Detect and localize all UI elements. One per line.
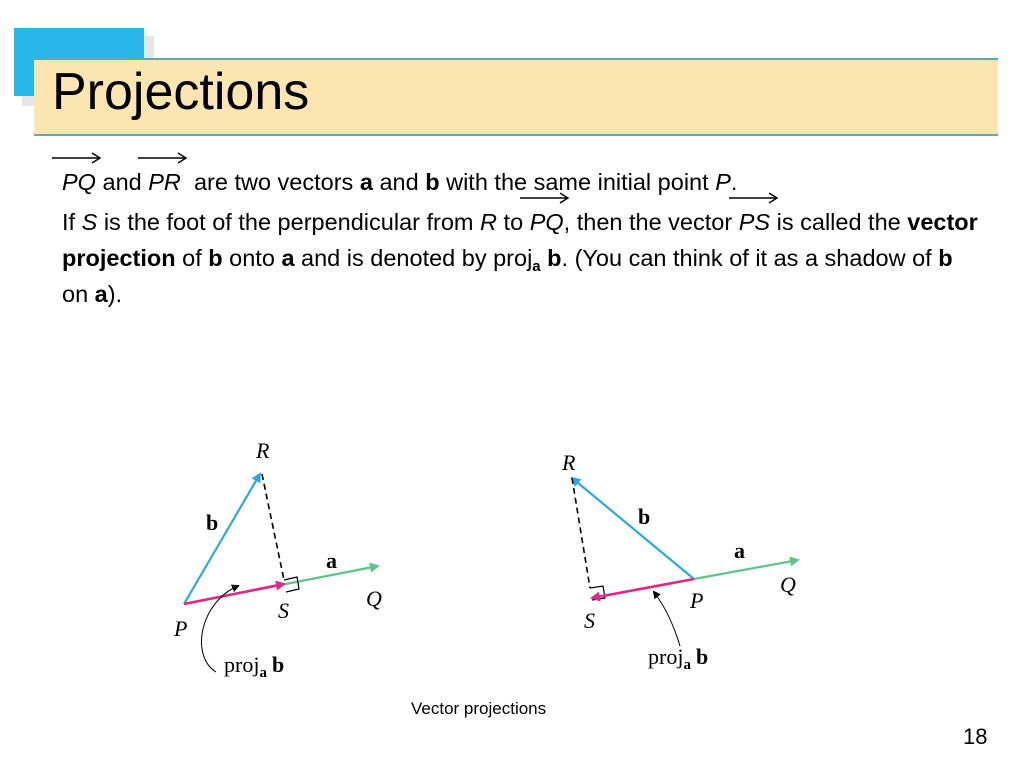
figure-projection-obtuse — [540, 440, 820, 680]
svg-text:R: R — [256, 438, 270, 463]
vector-pq-inline: PQ — [530, 204, 564, 240]
vector-pr: PR — [148, 164, 181, 200]
projection-line — [184, 584, 284, 604]
pointer-line — [654, 592, 680, 646]
svg-text:projab: proj$_a$ b — [224, 652, 285, 681]
svg-text:a: a — [326, 548, 337, 573]
vector-ps: PS — [739, 204, 770, 240]
svg-text:P: P — [690, 588, 704, 613]
projection-line — [592, 579, 694, 598]
vector-b-line — [184, 474, 260, 604]
svg-text:projab: proj$_a$ b — [648, 644, 709, 673]
svg-text:b: b — [638, 504, 651, 529]
svg-text:Q: Q — [780, 572, 796, 597]
svg-text:Q: Q — [366, 586, 382, 611]
svg-text:S: S — [278, 598, 289, 623]
perpendicular-line — [262, 474, 284, 580]
svg-text:a: a — [734, 538, 745, 563]
paragraph-vector-projection: If S is the foot of the perpendicular from R to PQ, then the vector PS is called the vector projection of b onto a and is denoted by proj$_a$ b. (You can think of it as a shadow of b on a). — [62, 204, 982, 312]
svg-text:S: S — [584, 608, 595, 633]
vector-arrow-icon — [52, 152, 106, 164]
perpendicular-line — [572, 478, 590, 588]
figure-caption: Vector projections — [411, 699, 547, 718]
vector-arrow-icon — [729, 192, 783, 204]
svg-text:R: R — [562, 450, 576, 475]
page-number: 18 — [963, 724, 988, 749]
paragraph-definition: PQ and PR are two vectors a and b with the same initial point P. — [62, 164, 737, 200]
vector-b-line — [572, 478, 694, 579]
vector-pq: PQ — [62, 164, 96, 200]
svg-text:P: P — [174, 616, 188, 641]
vector-arrow-icon — [520, 192, 574, 204]
term-vector-projection: vector projection — [62, 209, 978, 271]
svg-text:b: b — [206, 510, 219, 535]
vector-arrow-icon — [138, 152, 192, 164]
figure-projection-acute — [160, 430, 400, 690]
slide-title: Projections — [52, 63, 310, 121]
